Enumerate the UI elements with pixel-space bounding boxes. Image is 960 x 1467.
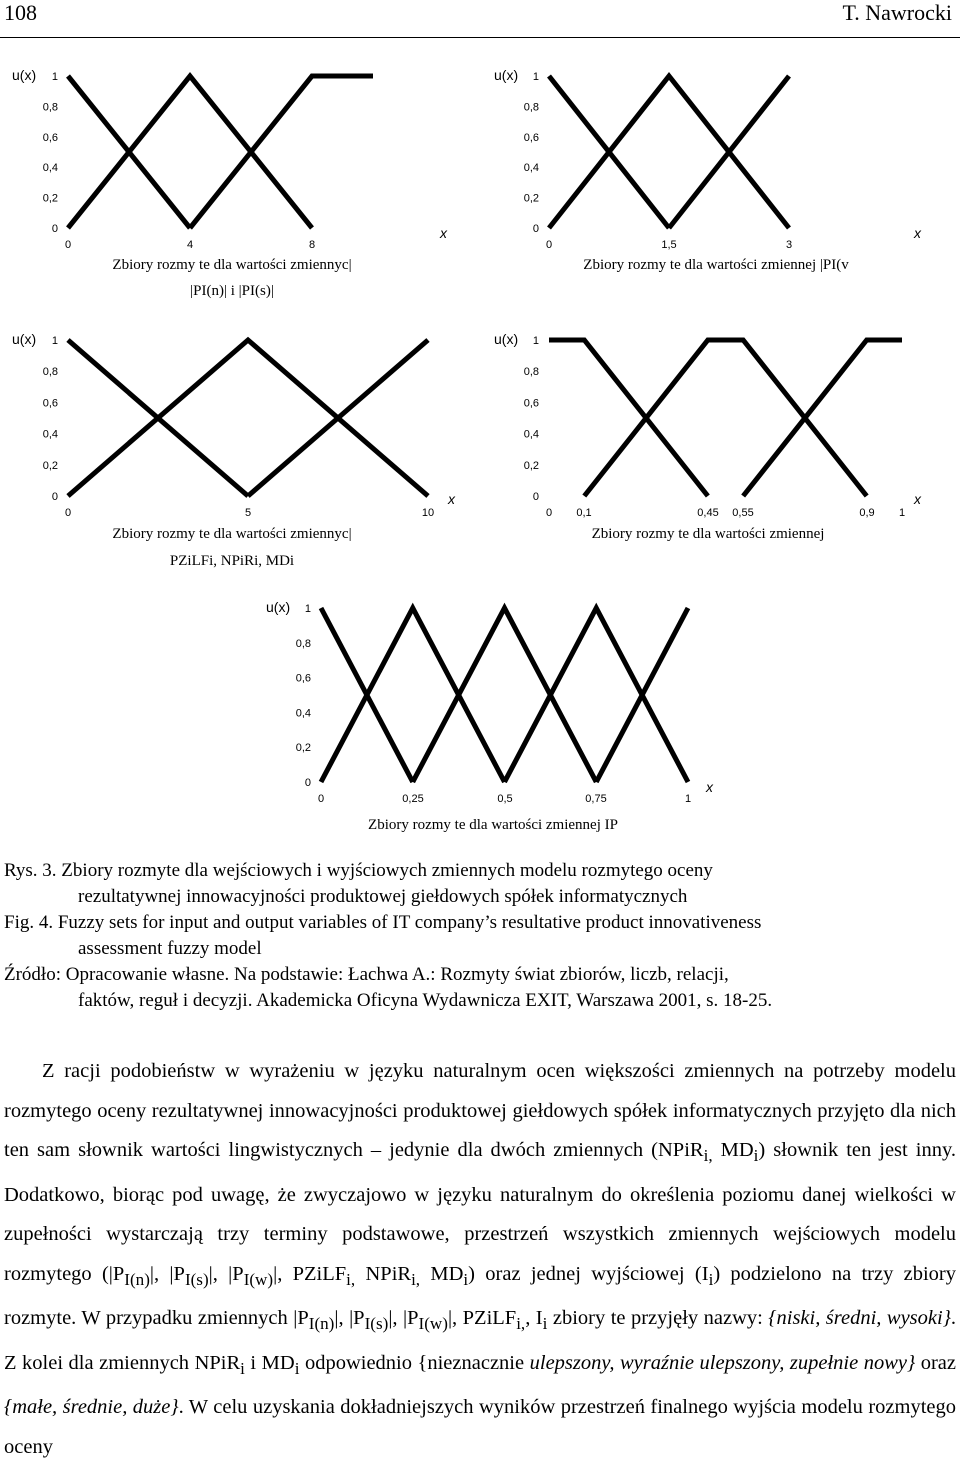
membership-function-line bbox=[190, 76, 373, 228]
x-tick-label: 0,25 bbox=[402, 793, 424, 805]
y-tick-label: 0,8 bbox=[42, 101, 58, 114]
y-tick-label: 0,4 bbox=[523, 428, 539, 441]
caption-fig-line-1: Fig. 4. Fuzzy sets for input and output variables of IT company’s resultative product innovativeness bbox=[4, 912, 762, 933]
y-axis-label: u(x) bbox=[266, 599, 291, 615]
x-tick-label: 0 bbox=[64, 239, 72, 251]
y-tick-label: 0,8 bbox=[42, 366, 58, 379]
y-tick-label: 0,8 bbox=[523, 366, 539, 379]
x-tick-label: 5 bbox=[244, 507, 252, 519]
x-tick-label: 0,45 bbox=[697, 507, 719, 519]
y-tick-label: 0,4 bbox=[523, 162, 539, 175]
membership-function-line bbox=[68, 340, 428, 496]
y-tick-label: 0 bbox=[532, 223, 539, 235]
y-tick-label: 1 bbox=[51, 335, 58, 347]
y-tick-label: 0,8 bbox=[523, 101, 539, 114]
y-tick-label: 0,6 bbox=[42, 397, 58, 410]
y-tick-label: 0 bbox=[51, 223, 58, 235]
y-tick-label: 1 bbox=[532, 335, 539, 347]
chart-caption: |PI(n)| i |PI(s)| bbox=[190, 283, 274, 299]
y-axis-label: u(x) bbox=[12, 67, 37, 83]
x-tick-label: 3 bbox=[785, 239, 793, 251]
y-tick-label: 0 bbox=[51, 491, 58, 503]
y-tick-label: 0,2 bbox=[42, 192, 58, 205]
membership-function-line bbox=[321, 608, 505, 782]
x-axis-label: x bbox=[440, 225, 447, 241]
y-tick-label: 0,4 bbox=[42, 162, 58, 175]
membership-function-line bbox=[549, 76, 789, 228]
y-tick-label: 1 bbox=[304, 603, 311, 615]
x-tick-label: 8 bbox=[308, 239, 316, 251]
x-axis-label: x bbox=[914, 491, 921, 507]
running-author: T. Nawrocki bbox=[842, 0, 952, 25]
y-tick-label: 1 bbox=[51, 71, 58, 83]
x-tick-label: 0 bbox=[545, 507, 553, 519]
x-tick-label: 0,9 bbox=[859, 507, 875, 519]
source-line-1: Źródło: Opracowanie własne. Na podstawie: Łachwa A.: Rozmyty świat zbiorów, liczb, relacji, bbox=[4, 964, 729, 985]
chart-caption: PZiLFi, NPiRi, MDi bbox=[169, 553, 295, 569]
x-tick-label: 0,5 bbox=[497, 793, 513, 805]
x-tick-label: 10 bbox=[421, 507, 435, 519]
membership-function-line bbox=[505, 608, 689, 782]
x-tick-label: 0,55 bbox=[732, 507, 754, 519]
y-tick-label: 0,6 bbox=[523, 397, 539, 410]
y-tick-label: 0,4 bbox=[42, 428, 58, 441]
chart-caption: Zbiory rozmy te dla wartości zmiennej IP bbox=[368, 817, 618, 833]
y-tick-label: 0 bbox=[304, 777, 311, 789]
x-tick-label: 1 bbox=[898, 507, 906, 519]
x-axis-label: x bbox=[914, 225, 921, 241]
y-tick-label: 0 bbox=[532, 491, 539, 503]
caption-rys-line-1: Rys. 3. Zbiory rozmyte dla wejściowych i wyjściowych zmiennych modelu rozmytego oceny bbox=[4, 860, 713, 881]
y-tick-label: 0,8 bbox=[295, 637, 311, 650]
x-tick-label: 1 bbox=[684, 793, 692, 805]
y-axis-label: u(x) bbox=[12, 331, 37, 347]
caption-rys-line-2: rezultatywnej innowacyjności produktowej giełdowych spółek informatycznych bbox=[78, 886, 688, 907]
y-tick-label: 1 bbox=[532, 71, 539, 83]
x-tick-label: 0,1 bbox=[576, 507, 592, 519]
x-tick-label: 4 bbox=[186, 239, 194, 251]
chart-caption: Zbiory rozmy te dla wartości zmiennej bbox=[591, 526, 825, 542]
y-axis-label: u(x) bbox=[494, 67, 519, 83]
y-tick-label: 0,2 bbox=[295, 742, 311, 755]
source-line-2: faktów, reguł i decyzji. Akademicka Oficyna Wydawnicza EXIT, Warszawa 2001, s. 18-25. bbox=[78, 990, 773, 1011]
body-paragraph-container bbox=[4, 1052, 956, 1467]
membership-function-line bbox=[68, 76, 312, 228]
x-tick-label: 0 bbox=[545, 239, 553, 251]
page-number: 108 bbox=[4, 0, 37, 25]
chart-caption: Zbiory rozmy te dla wartości zmiennej |PI(v bbox=[583, 257, 849, 273]
membership-function-line bbox=[584, 340, 866, 496]
y-tick-label: 0,6 bbox=[295, 672, 311, 685]
y-tick-label: 0,4 bbox=[295, 707, 311, 720]
chart-caption: Zbiory rozmy te dla wartości zmiennyc| bbox=[112, 257, 352, 273]
x-axis-label: x bbox=[448, 491, 455, 507]
x-tick-label: 0 bbox=[317, 793, 325, 805]
membership-function-line bbox=[413, 608, 597, 782]
caption-fig-line-2: assessment fuzzy model bbox=[78, 938, 262, 959]
y-tick-label: 0,2 bbox=[523, 459, 539, 472]
body-paragraph: Z racji podobieństw w wyrażeniu w języku naturalnym ocen większości zmiennych na potrzeby modelu rozmytego oceny rezultatywnej innowacyjności produktowej giełdowych spółek informatycznych przyjęto dla nich ten sam słownik wartości lingwistycznych – jedynie dla dwóch zmiennych (NPiR$_{i,}$ $MD_i$) słownik ten jest inny. Dodatkowo, biorąc pod uwagę, że zwyczajowo w języku naturalnym do określenia poziomu danej wielkości w zupełności wystarczają trzy terminy podstawowe, przestrzeń wszystkich zmiennych wejściowych modelu rozmytego ($|P_{I(n)}|$, $|P_{I(s)}|$, $|P_{I(w)}|$, PZiLF$_{i,}$ NPiR$_{i,}$ $MD_i$) oraz jednej wyjściowej $(I_i)$ podzielono na trzy zbiory rozmyte. W przypadku zmiennych $|P_{I(n)}|$, $|P_{I(s)}|$, $|P_{I(w)}|$, PZiLF$_{i,}$, $I_i$ zbiory te przyjęły nazwy: {niski, średni, wysoki}. Z kolei dla zmiennych NPiR$_i$ i $MD_i$ odpowiednio {nieznacznie ulepszony, wyraźnie ulepszony, zupełnie nowy} oraz {małe, średnie, duże}. W celu uzyskania dokładniejszych wyników przestrzeń finalnego wyjścia modelu rozmytego oceny bbox=[4, 1060, 957, 1458]
x-tick-label: 1,5 bbox=[661, 239, 677, 251]
y-tick-label: 0,6 bbox=[42, 131, 58, 144]
chart-caption: Zbiory rozmy te dla wartości zmiennyc| bbox=[112, 526, 352, 542]
x-tick-label: 0 bbox=[64, 507, 72, 519]
y-tick-label: 0,2 bbox=[523, 192, 539, 205]
membership-function-line bbox=[743, 340, 902, 496]
x-axis-label: x bbox=[706, 779, 713, 795]
figure-captions bbox=[4, 858, 954, 1014]
y-tick-label: 0,2 bbox=[42, 459, 58, 472]
y-axis-label: u(x) bbox=[494, 331, 519, 347]
x-tick-label: 0,75 bbox=[585, 793, 607, 805]
y-tick-label: 0,6 bbox=[523, 131, 539, 144]
membership-function-line bbox=[549, 340, 708, 496]
